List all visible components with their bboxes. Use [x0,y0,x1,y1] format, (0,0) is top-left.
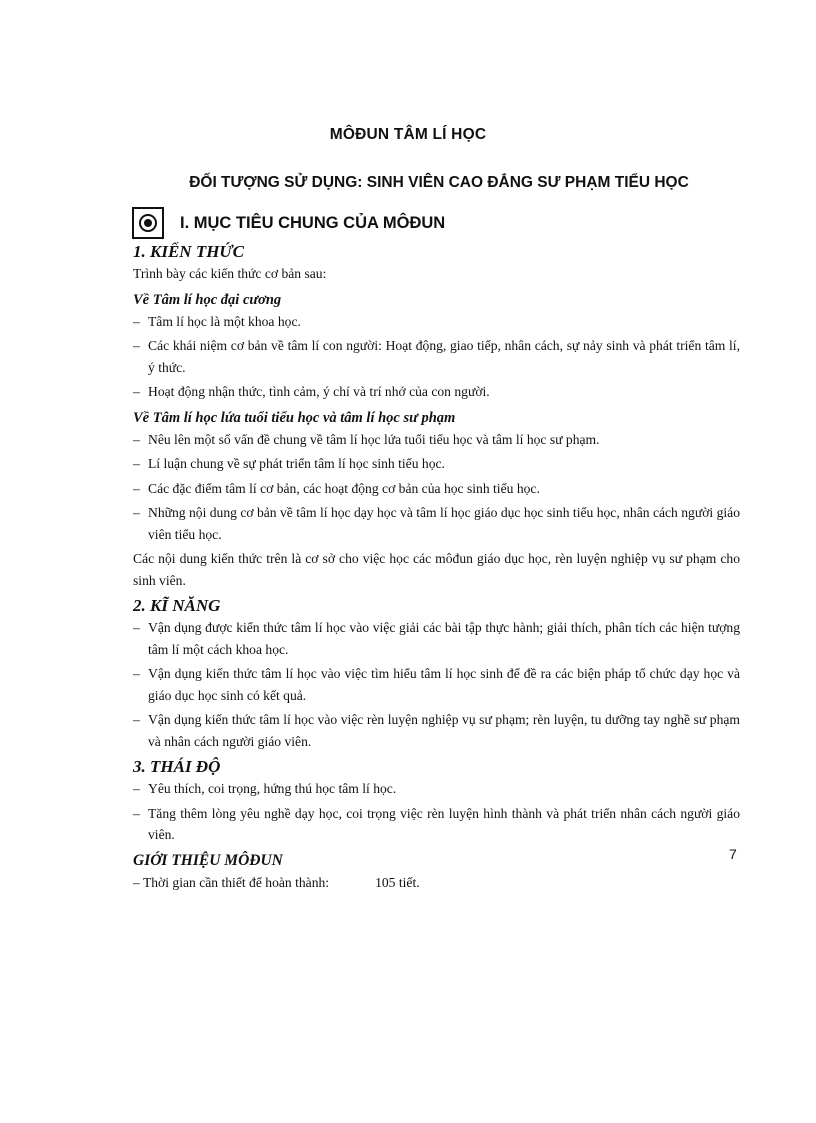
list-item: – Hoạt động nhận thức, tình cảm, ý chí và trí nhớ của con người. [133,384,490,399]
module-title: MÔĐUN TÂM LÍ HỌC [329,126,487,143]
list-item: – Tâm lí học là một khoa học. [133,313,301,329]
time-required-row [133,872,740,894]
general-psychology-heading: Về Tâm lí học đại cương [133,291,282,308]
module-intro-heading: GIỚI THIỆU MÔĐUN [133,851,283,869]
primary-psychology-list [133,429,740,546]
knowledge-heading: 1. KIẾN THỨC [133,242,244,261]
list-item: – Vận dụng kiến thức tâm lí học vào việc rèn luyện nghiệp vụ sư phạm; rèn luyện, tu dưỡng tay nghề sư phạm và nhân cách người giáo viên. [133,712,740,749]
list-item: – Các đặc điểm tâm lí cơ bản, các hoạt động cơ bản của học sinh tiểu học. [133,480,540,496]
attitude-heading: 3. THÁI ĐỘ [133,757,221,776]
list-item: – Lí luận chung về sự phát triển tâm lí học sinh tiểu học. [133,456,445,471]
list-item: – Những nội dung cơ bản về tâm lí học dạy học và tâm lí học giáo dục học sinh tiểu học, nhân cách người giáo viên tiểu học. [133,505,740,542]
target-icon [132,207,164,239]
list-item: – Vận dụng kiến thức tâm lí học vào việc tìm hiểu tâm lí học sinh để đề ra các biện pháp tổ chức dạy học và giáo dục học sinh có kết quả. [133,666,740,703]
skills-heading: 2. KĨ NĂNG [133,596,221,615]
knowledge-intro: Trình bày các kiến thức cơ bản sau: [133,266,327,281]
list-item: – Các khái niệm cơ bản về tâm lí con người: Hoạt động, giao tiếp, nhân cách, sự nảy sinh và phát triển tâm lí, ý thức. [133,338,740,375]
time-required-value: 105 tiết. [375,874,420,890]
time-required-label: – Thời gian cần thiết để hoàn thành: [133,874,330,890]
list-item: – Vận dụng được kiến thức tâm lí học vào việc giải các bài tập thực hành; giải thích, phân tích các hiện tượng tâm lí một cách khoa học. [133,620,740,657]
general-psychology-list [133,311,740,403]
skills-list [133,617,740,752]
list-item: – Nêu lên một số vấn đề chung về tâm lí học lứa tuổi tiểu học và tâm lí học sư phạm. [133,431,600,447]
attitude-list [133,778,740,846]
main-content [133,237,740,893]
primary-psychology-heading: Về Tâm lí học lứa tuổi tiểu học và tâm lí học sư phạm [133,409,456,426]
list-item: – Yêu thích, coi trọng, hứng thú học tâm lí học. [133,781,397,796]
goals-heading: I. MỤC TIÊU CHUNG CỦA MÔĐUN [180,214,446,232]
audience-heading: ĐỐI TƯỢNG SỬ DỤNG: SINH VIÊN CAO ĐẲNG SƯ PHẠM TIỂU HỌC [189,174,689,191]
knowledge-closing: Các nội dung kiến thức trên là cơ sở cho việc học các môđun giáo dục học, rèn luyện nghiệp vụ sư phạm cho sinh viên. [133,551,740,588]
page-number: 7 [729,846,737,862]
list-item: – Tăng thêm lòng yêu nghề dạy học, coi trọng việc rèn luyện hình thành và phát triển nhân cách người giáo viên. [133,805,740,842]
